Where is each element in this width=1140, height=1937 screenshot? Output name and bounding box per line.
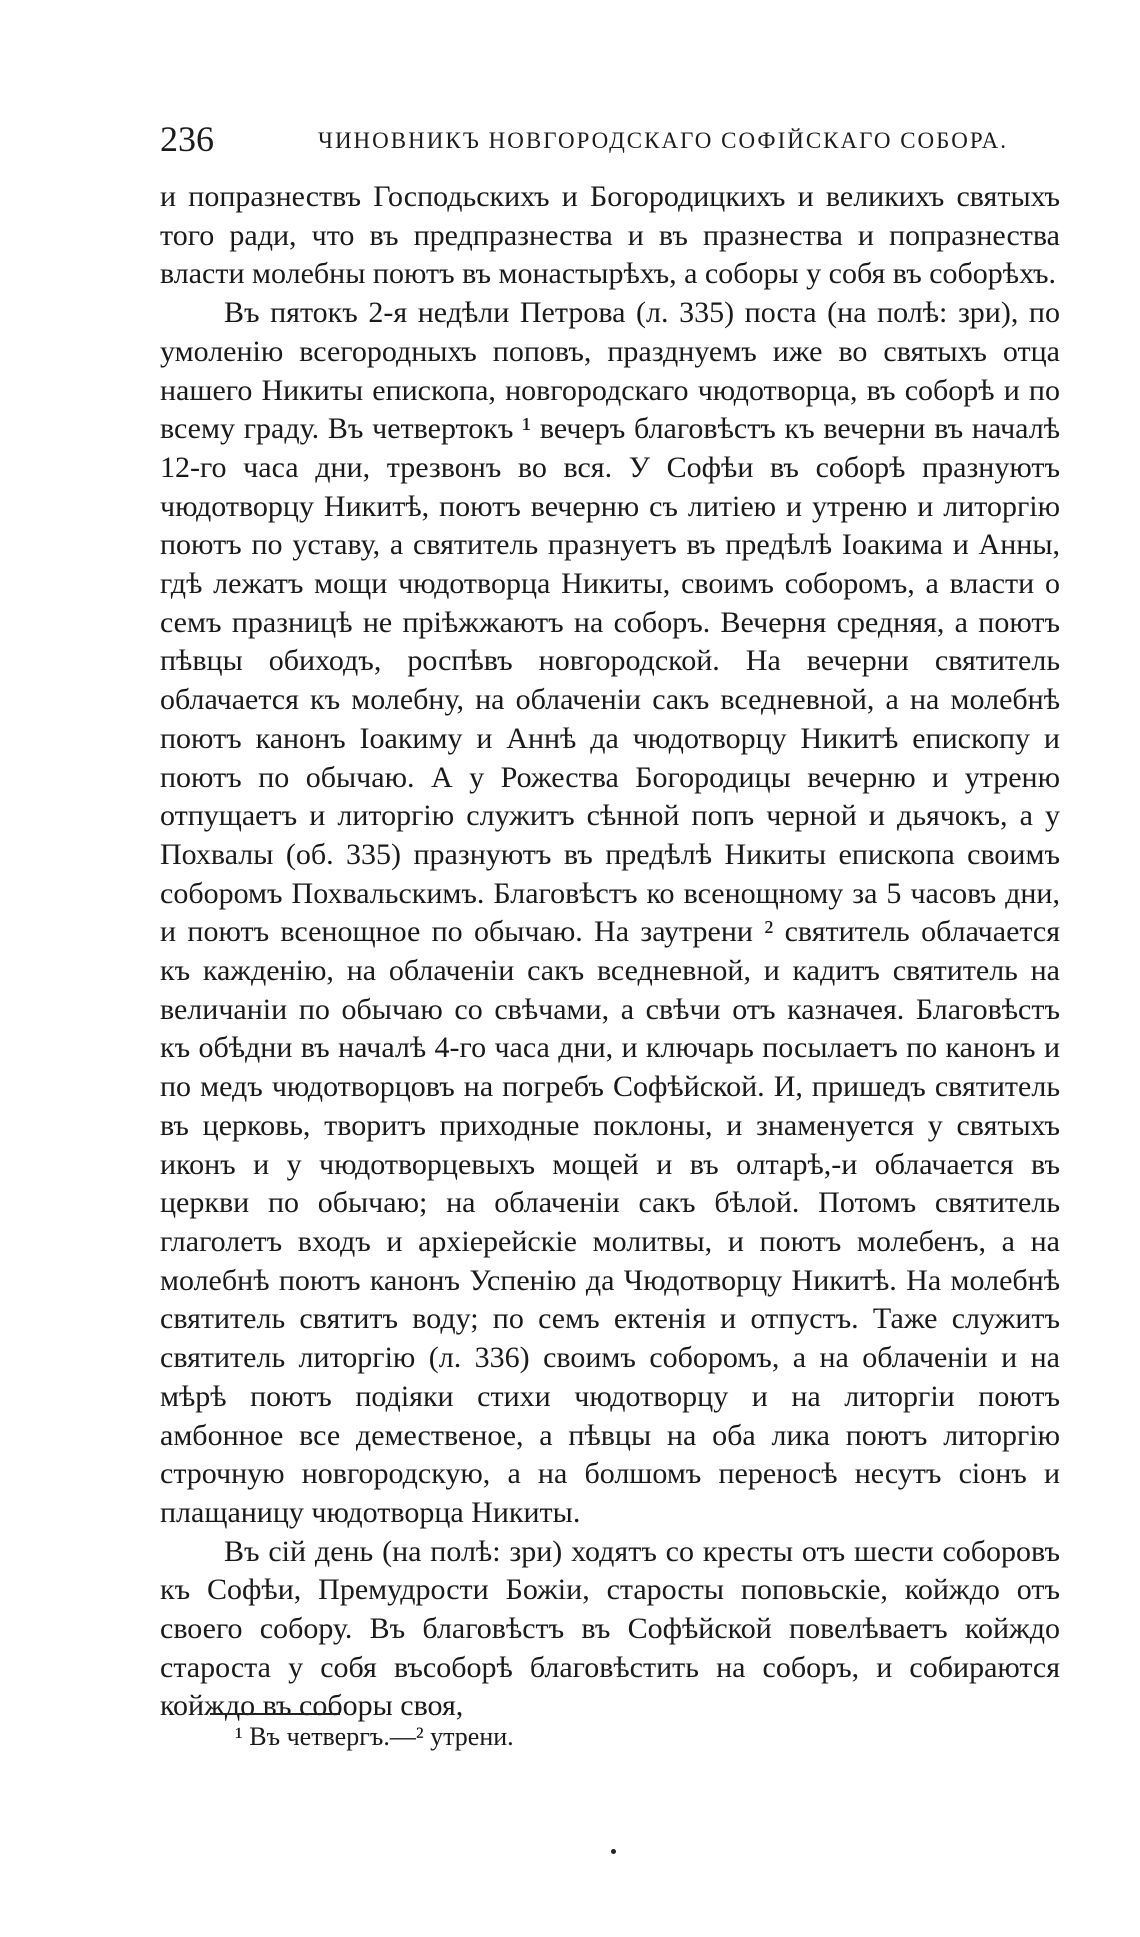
footnote-divider (210, 1713, 340, 1715)
paragraph-continuation: и попразнествъ Господьскихъ и Богородицкихъ и великихъ святыхъ того ради, что въ предпразнества и въ празнества и попразнества власти молебны поютъ въ монастырѣхъ, а соборы у собя въ соборѣхъ. (160, 180, 1060, 291)
running-title: ЧИНОВНИКЪ НОВГОРОДСКАГО СОФІЙСКАГО СОБОРА. (318, 128, 1009, 153)
body-text (160, 178, 1060, 1726)
print-dot (611, 1849, 616, 1854)
paragraph-processions: Въ сій день (на полѣ: зри) ходятъ со кресты отъ шести соборовъ къ Софѣи, Премудрости Божіи, старосты поповьскіе, койждо отъ своего собору. Въ благовѣстъ въ Софѣйской повелѣваетъ койждо староста у собя въсоборѣ благовѣстить на соборъ, и собираются койждо въ соборы своя, (160, 1534, 1060, 1723)
footnote: ¹ Въ четвергъ.—² утрени. (235, 1722, 514, 1751)
paragraph-nikita-feast: Въ пятокъ 2-я недѣли Петрова (л. 335) поста (на полѣ: зри), по умоленію всегородныхъ поповъ, празднуемъ иже во святыхъ отца нашего Никиты епископа, новгородскаго чюдотворца, въ соборѣ и по всему граду. Въ четвертокъ ¹ вечеръ благовѣстъ къ вечерни въ началѣ 12-го часа дни, трезвонъ во вся. У Софѣи въ соборѣ празнуютъ чюдотворцу Никитѣ, поютъ вечерню съ литіею и утреню и литоргію поютъ по уставу, а святитель празнуетъ въ предѣлѣ Іоакима и Анны, гдѣ лежатъ мощи чюдотворца Никиты, своимъ соборомъ, а власти о семъ празницѣ не пріѣжжаютъ на соборъ. Вечерня средняя, а поютъ пѣвцы обиходъ, роспѣвъ новгородской. На вечерни святитель облачается къ молебну, на облаченіи сакъ вседневной, а на молебнѣ поютъ канонъ Іоакиму и Аннѣ да чюдотворцу Никитѣ епископу и поютъ по обычаю. А у Рожества Богородицы вечерню и утреню отпущаетъ и литоргію служитъ сѣнной попъ черной и дьячокъ, а у Похвалы (об. 335) празнуютъ въ предѣлѣ Никиты епископа своимъ соборомъ Похвальскимъ. Благовѣстъ ко всенощному за 5 часовъ дни, и поютъ всенощное по обычаю. На заутрени ² святитель облачается къ кажденію, на облаченіи сакъ вседневной, и кадитъ святитель на величаніи по обычаю со свѣчами, а свѣчи отъ казначея. Благовѣстъ къ обѣдни въ началѣ 4-го часа дни, и ключарь посылаетъ по канонъ и по медъ чюдотворцовъ на погребъ Софѣйской. И, пришедъ святитель въ церковь, творитъ приходные поклоны, и знаменуется у святыхъ иконъ и у чюдотворцевыхъ мощей и въ олтарѣ,-и облачается въ церкви по обычаю; на облаченіи сакъ бѣлой. Потомъ святитель глаголетъ входъ и архіерейскіе молитвы, и поютъ молебенъ, а на молебнѣ поютъ канонъ Успенію да Чюдотворцу Никитѣ. На молебнѣ святитель святитъ воду; по семъ ектенія и отпустъ. Таже служитъ святитель литоргію (л. 336) своимъ соборомъ, а на облаченіи и на мѣрѣ поютъ подіяки стихи чюдотворцу и на литоргіи поютъ амбонное все демественое, а пѣвцы на оба лика поютъ литоргію строчную новгородскую, а на болшомъ переносѣ несутъ сіонъ и плащаницу чюдотворца Никиты. (160, 296, 1060, 1529)
page-header (160, 118, 1060, 168)
page-number: 236 (160, 119, 214, 159)
